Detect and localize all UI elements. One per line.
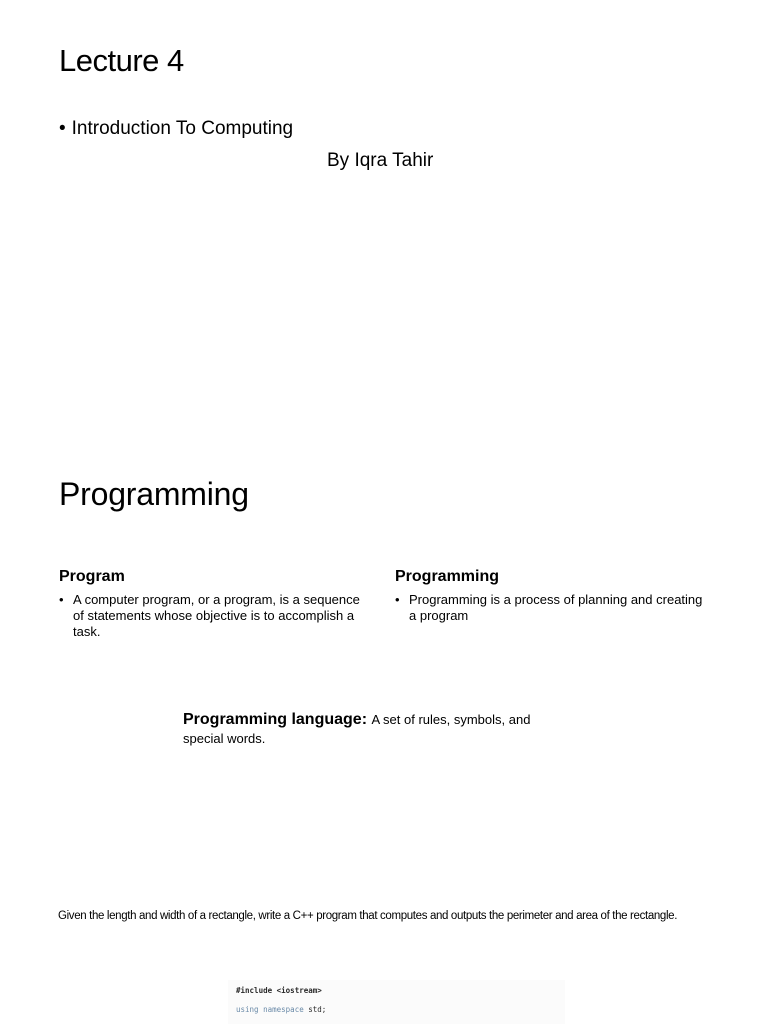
exercise-prompt: Given the length and width of a rectangle, write a C++ program that computes and outputs the perimeter and area of the rectangle. bbox=[58, 910, 678, 922]
programming-definition: Programming is a process of planning and creating a program bbox=[409, 592, 703, 624]
programming-bullet bbox=[395, 592, 710, 624]
bullet-marker: • bbox=[59, 592, 64, 608]
slide-exercise bbox=[0, 870, 768, 1024]
programming-column bbox=[395, 567, 710, 624]
program-heading: Program bbox=[59, 568, 125, 585]
code-snippet bbox=[228, 980, 565, 1024]
program-bullet bbox=[59, 592, 369, 640]
code-namespace-name: std; bbox=[303, 1005, 327, 1014]
programming-language-text: A set of rules, symbols, and special words. bbox=[183, 712, 531, 746]
slide-lecture-title bbox=[0, 0, 768, 440]
programming-heading: Programming bbox=[395, 568, 500, 585]
author-byline: By Iqra Tahir bbox=[327, 150, 434, 171]
topic-bullet bbox=[59, 118, 293, 141]
bullet-marker: • bbox=[59, 118, 66, 139]
slide-programming bbox=[0, 440, 768, 870]
code-line-namespace bbox=[236, 1005, 326, 1014]
program-column bbox=[59, 567, 369, 640]
programming-language-definition bbox=[183, 710, 553, 748]
code-line-include: #include <iostream> bbox=[236, 986, 322, 995]
topic-text: Introduction To Computing bbox=[71, 118, 294, 139]
program-definition: A computer program, or a program, is a sequence of statements whose objective is to accomplish a task. bbox=[73, 592, 360, 640]
lecture-title: Lecture 4 bbox=[59, 43, 184, 78]
programming-language-term: Programming language: bbox=[183, 711, 368, 728]
programming-title: Programming bbox=[59, 476, 249, 512]
code-keywords: using namespace bbox=[236, 1005, 304, 1014]
bullet-marker: • bbox=[395, 592, 400, 608]
